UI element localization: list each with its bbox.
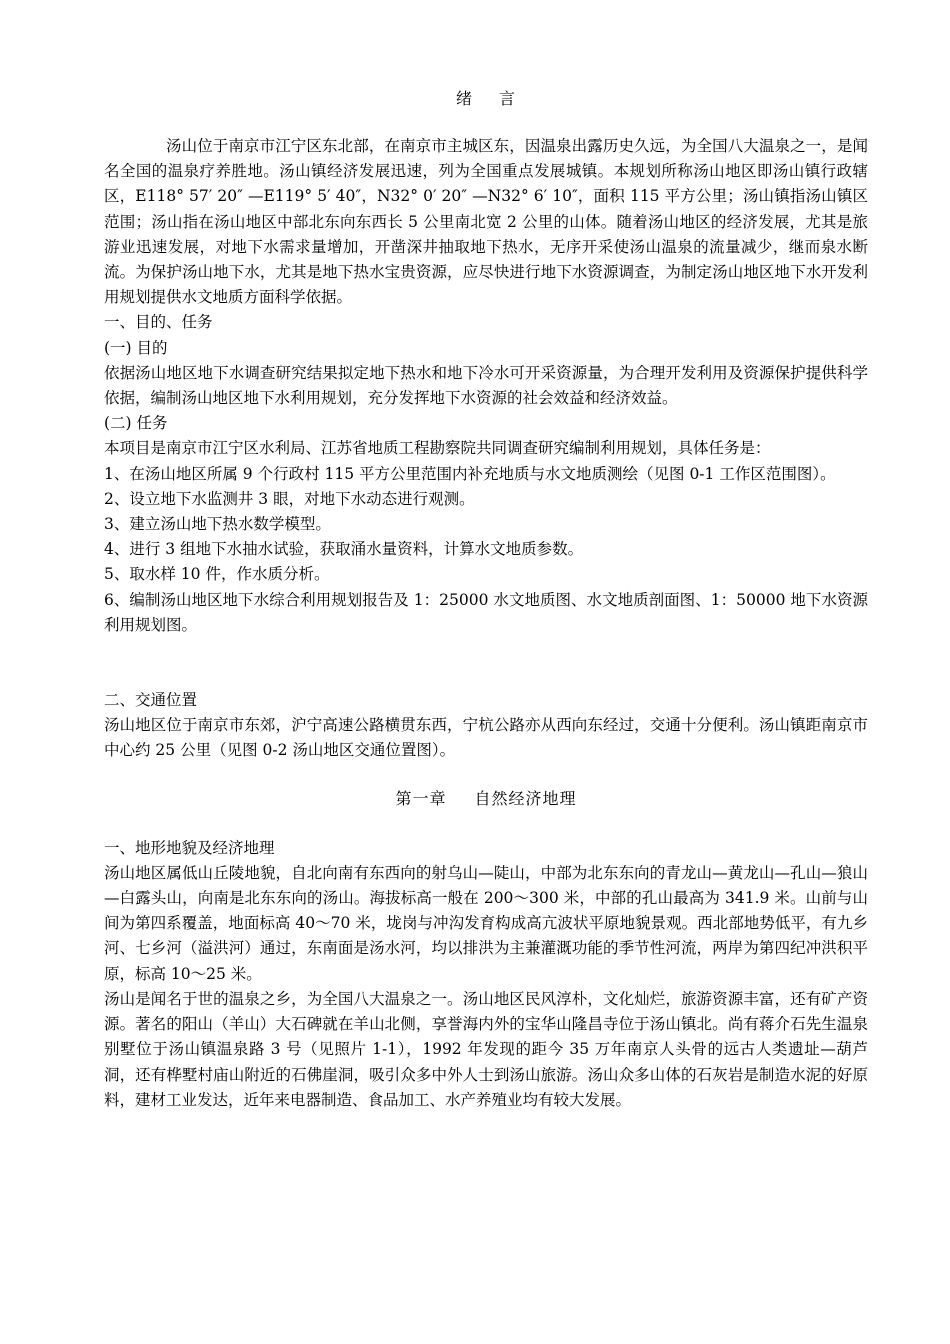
- chapter1-title-part1: 第一章: [395, 788, 447, 808]
- task-item-2: 2、设立地下水监测井 3 眼，对地下水动态进行观测。: [104, 489, 475, 508]
- section2-text: 汤山地区位于南京市东郊，沪宁高速公路横贯东西，宁杭公路亦从西向东经过，交通十分便利。汤山镇距南京市中心约 25 公里（见图 0-2 汤山地区交通位置图）。: [104, 716, 868, 760]
- document-page: [104, 88, 868, 1113]
- chapter1-paragraph-2: 汤山是闻名于世的温泉之乡，为全国八大温泉之一。汤山地区民风淳朴，文化灿烂，旅游资源丰富，还有矿产资源。著名的阳山（羊山）大石碑就在羊山北侧，享誉海内外的宝华山隆昌寺位于汤山镇北。尚有蒋介石先生温泉别墅位于汤山镇温泉路 3 号（见照片 1-1），1992 年发现的距今 35 万年南京人头骨的远古人类遗址—葫芦洞，还有桦墅村庙山附近的石佛崖洞，吸引众多中外人士到汤山旅游。汤山众多山体的石灰岩是制造水泥的好原料，建材工业发达，近年来电器制造、食品加工、水产养殖业均有较大发展。: [104, 989, 868, 1109]
- chapter1-paragraph-1: 汤山地区属低山丘陵地貌，自北向南有东西向的射乌山—陡山，中部为北东东向的青龙山—黄龙山—孔山—狼山—白露头山，向南是北东东向的汤山。海拔标高一般在 200～300 米，中部的孔山最高为 341.9 米。山前与山间为第四系覆盖，地面标高 40～70 米，垅岗与冲沟发育构成高亢波状平原地貌景观。西北部地势低平，有九乡河、七乡河（溢洪河）通过，东南面是汤水河，均以排洪为主兼灌溉功能的季节性河流，两岸为第四纪冲洪积平原，标高 10～25 米。: [104, 863, 868, 983]
- intro-title-part1: 绪: [455, 89, 473, 108]
- section2-heading: 二、交通位置: [104, 691, 198, 710]
- task-item-5: 5、取水样 10 件，作水质分析。: [104, 565, 330, 584]
- section1-sub2-heading: (二) 任务: [104, 414, 168, 433]
- task-item-6: 6、编制汤山地区地下水综合利用规划报告及 1：25000 水文地质图、水文地质剖面图、1：50000 地下水资源利用规划图。: [104, 590, 868, 634]
- section1-heading: 一、目的、任务: [104, 313, 213, 332]
- section1-sub1-text: 依据汤山地区地下水调查研究结果拟定地下热水和地下冷水可开采资源量，为合理开发利用及资源保护提供科学依据，编制汤山地区地下水利用规划，充分发挥地下水资源的社会效益和经济效益。: [104, 363, 868, 408]
- intro-paragraph: 汤山位于南京市江宁区东北部，在南京市主城区东，因温泉出露历史久远，为全国八大温泉之一，是闻名全国的温泉疗养胜地。汤山镇经济发展迅速，列为全国重点发展城镇。本规划所称汤山地区即汤山镇行政辖区，E118° 57′ 20″ —E119° 5′ 40″，N32° 0′ 20″ —N32° 6′ 10″，面积 115 平方公里；汤山镇指汤山镇区范围；汤山指在汤山地区中部北东向东西长 5 公里南北宽 2 公里的山体。随着汤山地区的经济发展，尤其是旅游业迅速发展，对地下水需求量增加，开凿深井抽取地下热水，无序开采使汤山温泉的流量减少，继而泉水断流。为保护汤山地下水，尤其是地下热水宝贵资源，应尽快进行地下水资源调查，为制定汤山地区地下水开发利用规划提供水文地质方面科学依据。: [104, 137, 868, 307]
- blank-space: [104, 638, 868, 688]
- intro-title-part2: 言: [499, 89, 517, 108]
- section1-sub2-text: 本项目是南京市江宁区水利局、江苏省地质工程勘察院共同调查研究编制利用规划，具体任务是：: [104, 439, 771, 458]
- section1-sub1-heading: (一) 目的: [104, 338, 168, 357]
- task-item-3: 3、建立汤山地下热水数学模型。: [104, 515, 331, 534]
- chapter1-title-part2: 自然经济地理: [474, 788, 577, 808]
- task-item-4: 4、进行 3 组地下水抽水试验，获取涌水量资料，计算水文地质参数。: [104, 540, 584, 559]
- intro-title: [104, 88, 868, 110]
- chapter1-sub-heading: 一、地形地貌及经济地理: [104, 838, 275, 857]
- task-item-1: 1、在汤山地区所属 9 个行政村 115 平方公里范围内补充地质与水文地质测绘（见图 0-1 工作区范围图）。: [104, 464, 836, 483]
- chapter1-title: [104, 788, 868, 810]
